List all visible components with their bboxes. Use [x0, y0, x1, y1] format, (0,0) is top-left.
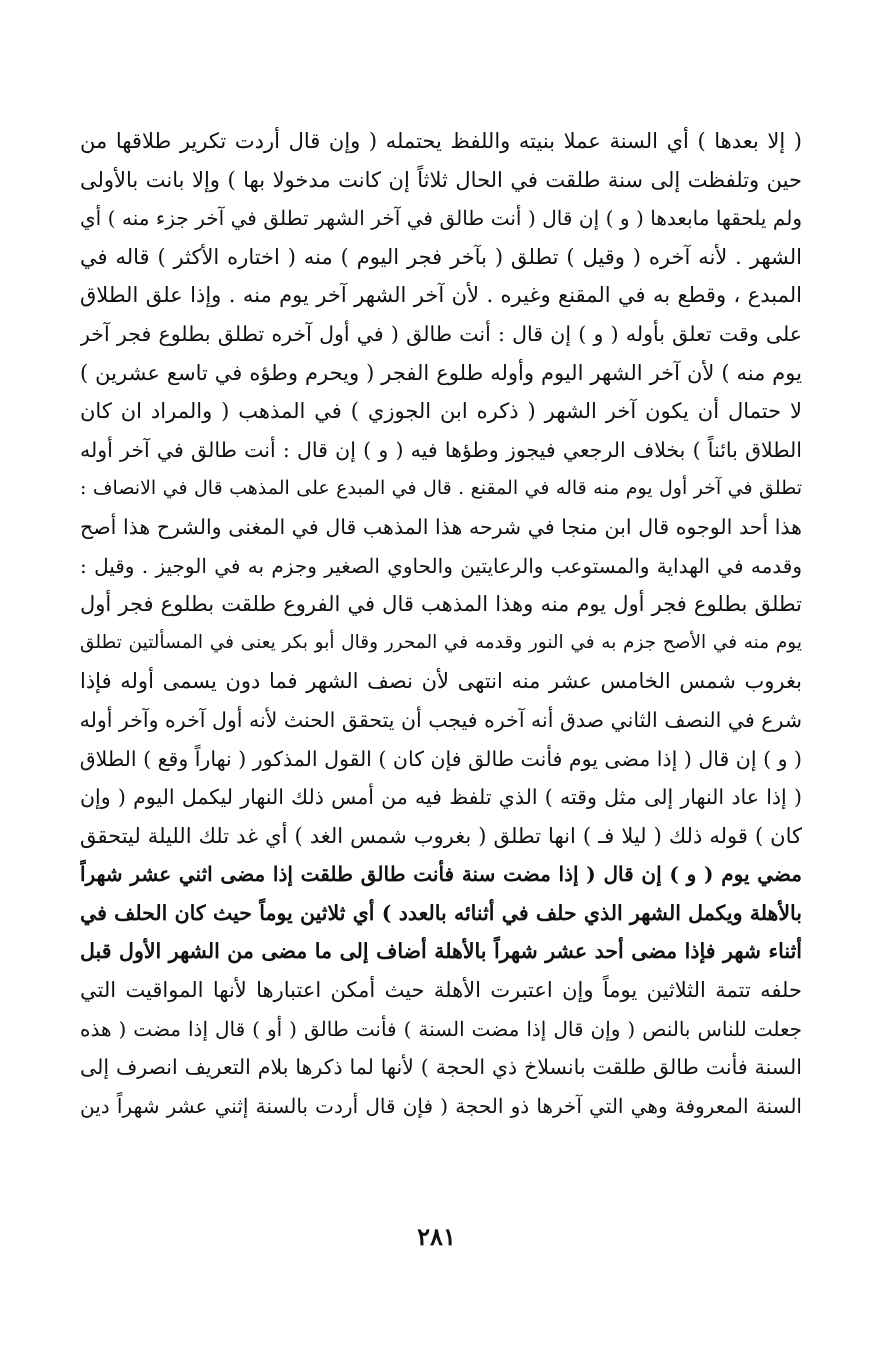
- text-line: ( إلا بعدها ) أي السنة عملا بنيته واللفظ يحتمله ( وإن قال أردت تكرير طلاقها من: [80, 129, 802, 153]
- body-text: [80, 122, 802, 1125]
- text-line: الطلاق بائناً ) بخلاف الرجعي فيجوز وطؤها فيه ( و ) إن قال : أنت طالق في آخر أوله: [80, 437, 802, 462]
- text-line: يوم منه ) لأن آخر الشهر اليوم وأوله طلوع الفجر ( ويحرم وطؤه في تاسع عشرين ): [80, 360, 802, 385]
- text-line: لا حتمال أن يكون آخر الشهر ( ذكره ابن الجوزي ) في المذهب ( والمراد ان كان: [80, 399, 802, 424]
- text-line: السنة فأنت طالق طلقت بانسلاخ ذي الحجة ) لأنها لما ذكرها بلام التعريف انصرف إلى: [80, 1055, 802, 1080]
- text-line: السنة المعروفة وهي التي آخرها ذو الحجة ( فإن قال أردت بالسنة إثني عشر شهراً دين: [80, 1093, 802, 1118]
- text-line: هذا أحد الوجوه قال ابن منجا في شرحه هذا المذهب قال في المغنى والشرح هذا أصح: [80, 514, 802, 539]
- text-line: المبدع ، وقطع به في المقنع وغيره . لأن آخر الشهر آخر يوم منه . وإذا علق الطلاق: [80, 283, 802, 308]
- text-line: شرع في النصف الثاني صدق أنه آخره فيجب أن يتحقق الحنث لأنه أول آخره وآخر أوله: [80, 707, 802, 732]
- text-line: الشهر . لأنه آخره ( وقيل ) تطلق ( بآخر فجر اليوم ) منه ( اختاره الأكثر ) قاله في: [80, 244, 802, 269]
- text-line: بالأهلة ويكمل الشهر الذي حلف في أثنائه بالعدد ) أي ثلاثين يوماً حيث كان الحلف في: [80, 900, 802, 925]
- text-line: يوم منه في الأصح جزم به في النور وقدمه في المحرر وقال أبو بكر يعنى في المسألتين تطلق: [80, 631, 802, 653]
- text-line: وقدمه في الهداية والمستوعب والرعايتين والحاوي الصغير وجزم به في الوجيز . وقيل :: [80, 553, 802, 578]
- text-line: تطلق بطلوع فجر أول يوم منه وهذا المذهب قال في الفروع طلقت بطلوع فجر أول: [80, 592, 802, 617]
- text-line: تطلق في آخر أول يوم منه قاله في المقنع . قال في المبدع على المذهب قال في الانصاف :: [80, 477, 802, 500]
- text-line: بغروب شمس الخامس عشر منه انتهى لأن نصف الشهر فما دون يسمى أوله فإذا: [80, 669, 802, 694]
- text-line: ( و ) إن قال ( إذا مضى يوم فأنت طالق فإن كان ) القول المذكور ( نهاراً وقع ) الطلاق: [80, 746, 802, 771]
- text-line: حلفه تتمة الثلاثين يوماً وإن اعتبرت الأهلة حيث أمكن اعتبارها لأنها المواقيت التي: [80, 978, 802, 1003]
- text-line: جعلت للناس بالنص ( وإن قال إذا مضت السنة ) فأنت طالق ( أو ) قال إذا مضت ( هذه: [80, 1016, 802, 1041]
- text-line: حين وتلفظت إلى سنة طلقت في الحال ثلاثاً إن كانت مدخولا بها ) وإلا بانت بالأولى: [80, 167, 802, 192]
- text-line: كان ) قوله ذلك ( ليلا فـ ) انها تطلق ( بغروب شمس الغد ) أي غد تلك الليلة ليتحقق: [80, 823, 802, 848]
- text-line: ( إذا عاد النهار إلى مثل وقته ) الذي تلفظ فيه من أمس ذلك النهار ليكمل اليوم ( وإن: [80, 785, 802, 810]
- text-line: مضي يوم ( و ) إن قال ( إذا مضت سنة فأنت طالق طلقت إذا مضى اثني عشر شهراً: [80, 862, 802, 887]
- page-number: ٢٨١: [417, 1222, 456, 1251]
- text-line: ولم يلحقها مابعدها ( و ) إن قال ( أنت طالق في آخر الشهر تطلق في آخر جزء منه ) أي: [80, 206, 802, 231]
- text-line: أثناء شهر فإذا مضى أحد عشر شهراً بالأهلة أضاف إلى ما مضى من الشهر الأول قبل: [80, 939, 802, 964]
- text-line: على وقت تعلق بأوله ( و ) إن قال : أنت طالق ( في أول آخره تطلق بطلوع فجر آخر: [80, 321, 802, 346]
